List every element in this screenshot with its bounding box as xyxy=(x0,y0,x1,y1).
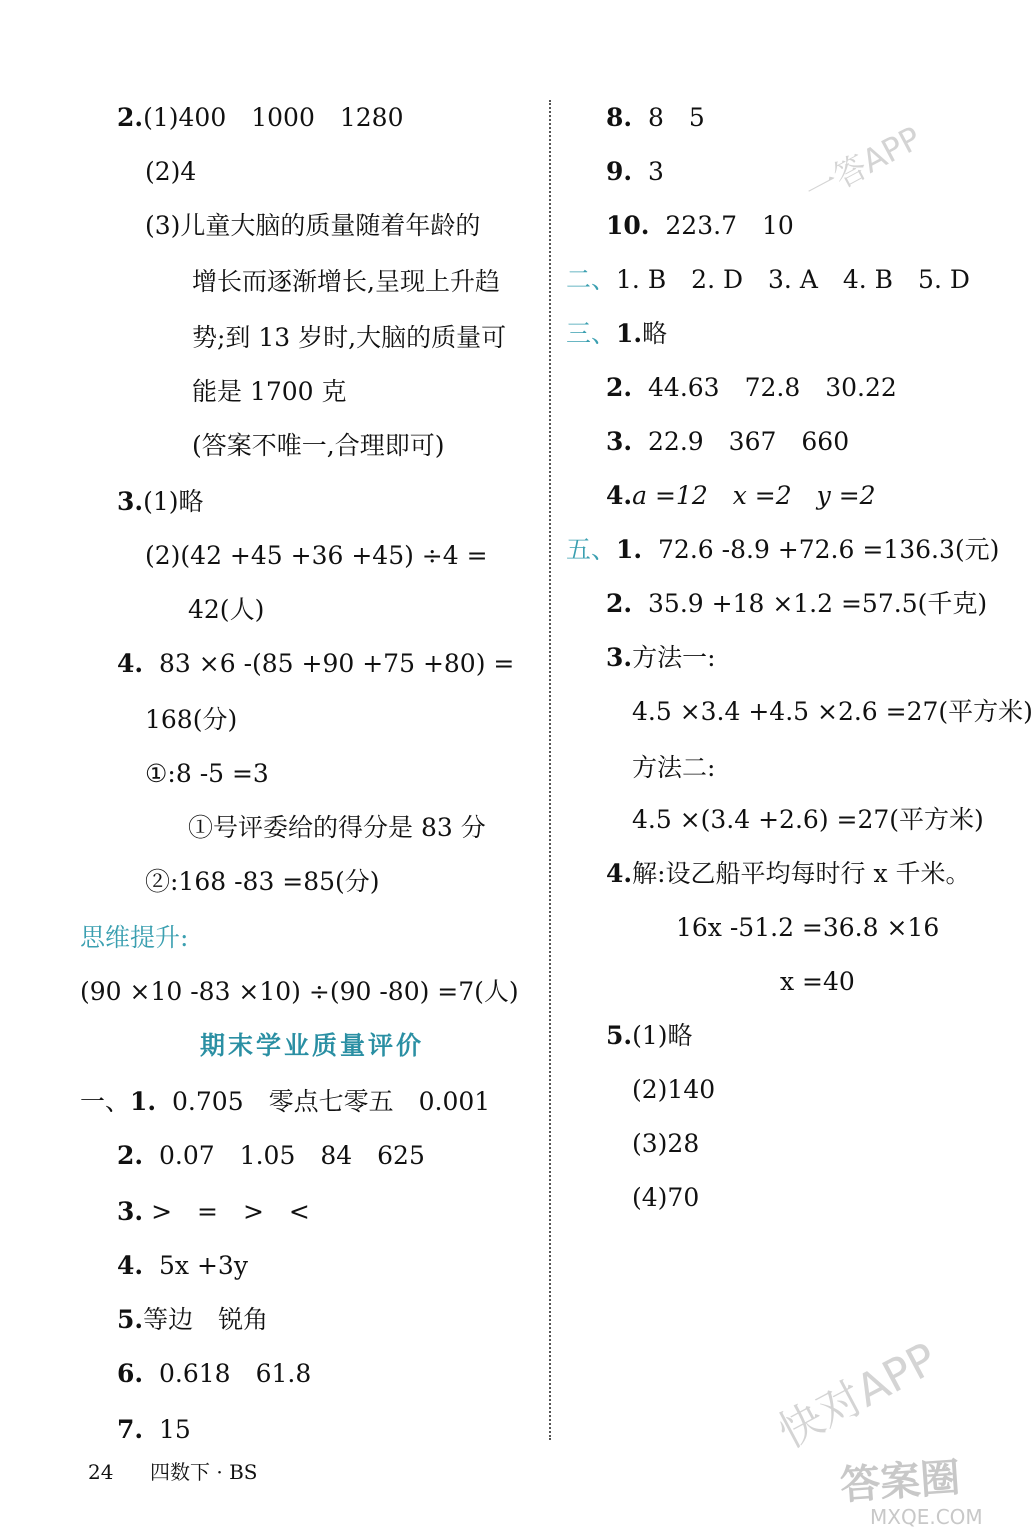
part5-item3-method2-label: 方法二: xyxy=(632,753,716,782)
item-2-3-line4: 能是 1700 克 xyxy=(192,377,347,406)
item-2-3-line1: (3)儿童大脑的质量随着年龄的 xyxy=(145,211,481,240)
watermark-top: 一答APP xyxy=(799,118,928,211)
thinking-answer: (90 ×10 -83 ×10) ÷(90 -80) =7(人) xyxy=(80,977,519,1006)
part5-item3: 3.方法一: xyxy=(606,643,716,672)
part5-item5-3: (3)28 xyxy=(632,1129,700,1158)
item-4-step1-note: ①号评委给的得分是 83 分 xyxy=(188,813,486,842)
item-2-3-note: (答案不唯一,合理即可) xyxy=(192,431,445,460)
part5-item5-4: (4)70 xyxy=(632,1183,700,1212)
item-2-3-line2: 增长而逐渐增长,呈现上升趋 xyxy=(192,267,500,296)
part1-item7: 7. 15 xyxy=(117,1415,191,1444)
item-2: 2.(1)400 1000 1280 xyxy=(117,103,404,132)
part3-item3: 3. 22.9 367 660 xyxy=(606,427,850,456)
part1-item3: 3. > = > < xyxy=(117,1197,310,1226)
part1-item2: 2. 0.07 1.05 84 625 xyxy=(117,1141,425,1170)
part3-item4: 4.a =12 x =2 y =2 xyxy=(606,481,876,510)
watermark-site: MXQE.COM xyxy=(870,1505,983,1529)
part1-item1: 一、1. 0.705 零点七零五 0.001 xyxy=(80,1087,491,1116)
item-3-2: (2)(42 +45 +36 +45) ÷4 = xyxy=(145,541,488,570)
part2-answers: 二、1. B 2. D 3. A 4. B 5. D xyxy=(566,265,970,294)
item-3-2-result: 42(人) xyxy=(188,595,265,624)
item-4-step2: ②:168 -83 =85(分) xyxy=(145,867,380,896)
part5-item4: 4.解:设乙船平均每时行 x 千米。 xyxy=(606,859,971,888)
part1-item8: 8. 8 5 xyxy=(606,103,705,132)
part5-item1: 五、1. 72.6 -8.9 +72.6 =136.3(元) xyxy=(566,535,1000,564)
column-divider xyxy=(549,100,551,1440)
item-4-result: 168(分) xyxy=(145,705,238,734)
part1-item5: 5.等边 锐角 xyxy=(117,1305,269,1334)
section-thinking: 思维提升: xyxy=(80,923,189,952)
part5-item3-method1: 4.5 ×3.4 +4.5 ×2.6 =27(平方米) xyxy=(632,697,1033,726)
item-2-2: (2)4 xyxy=(145,157,197,186)
part5-item5: 5.(1)略 xyxy=(606,1021,693,1050)
section-title: 期末学业质量评价 xyxy=(200,1031,425,1060)
item-4: 4. 83 ×6 -(85 +90 +75 +80) = xyxy=(117,649,515,678)
book-label: 四数下 · BS xyxy=(150,1460,258,1484)
part5-item4-solution: x =40 xyxy=(780,967,855,996)
part3-item1: 三、1.略 xyxy=(566,319,668,348)
part1-item10: 10. 223.7 10 xyxy=(606,211,794,240)
part5-item2: 2. 35.9 +18 ×1.2 =57.5(千克) xyxy=(606,589,988,618)
item-2-3-line3: 势;到 13 岁时,大脑的质量可 xyxy=(192,323,507,352)
part1-item9: 9. 3 xyxy=(606,157,664,186)
part1-item4: 4. 5x +3y xyxy=(117,1251,248,1280)
watermark-bottom: 快对APP xyxy=(770,1333,946,1459)
part5-item4-equation: 16x -51.2 =36.8 ×16 xyxy=(676,913,940,942)
page-number: 24 xyxy=(88,1460,114,1484)
part5-item3-method2: 4.5 ×(3.4 +2.6) =27(平方米) xyxy=(632,805,984,834)
part1-item6: 6. 0.618 61.8 xyxy=(117,1359,312,1388)
part3-item2: 2. 44.63 72.8 30.22 xyxy=(606,373,897,402)
item-3: 3.(1)略 xyxy=(117,487,204,516)
watermark-logo: 答案圈 xyxy=(838,1454,962,1510)
part5-item5-2: (2)140 xyxy=(632,1075,716,1104)
item-4-step1: ①:8 -5 =3 xyxy=(145,759,269,788)
